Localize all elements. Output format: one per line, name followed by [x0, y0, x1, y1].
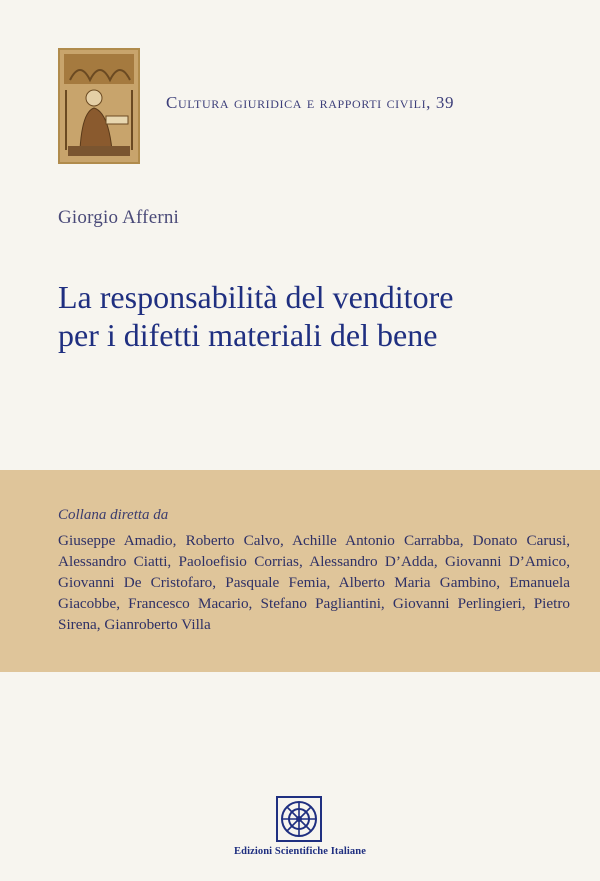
author-name: Giorgio Afferni: [58, 207, 180, 228]
series-title: Cultura giuridica e rapporti civili, 39: [166, 93, 455, 112]
cover-illustration-icon: [58, 48, 140, 164]
book-title: [58, 278, 578, 354]
book-title-line-1: La responsabilità del venditore: [58, 279, 454, 315]
collana-label: Collana diretta da: [58, 507, 169, 523]
collana-editors: Giuseppe Amadio, Roberto Calvo, Achille Antonio Carrabba, Donato Carusi, Alessandro Ciatti, Paoloefisio Corrias, Alessandro D’Adda, Giovanni D’Amico, Giovanni De Cristofaro, Pasquale Femia, Alberto Maria Gambino, Emanuela Giacobbe, Francesco Macario, Stefano Pagliantini, Giovanni Perlingieri, Pietro Sirena, Gianroberto Villa: [58, 532, 570, 633]
publisher-name: Edizioni Scientifiche Italiane: [234, 846, 366, 857]
publisher-logo-icon: [275, 795, 323, 843]
book-title-line-2: per i difetti materiali del bene: [58, 317, 438, 353]
